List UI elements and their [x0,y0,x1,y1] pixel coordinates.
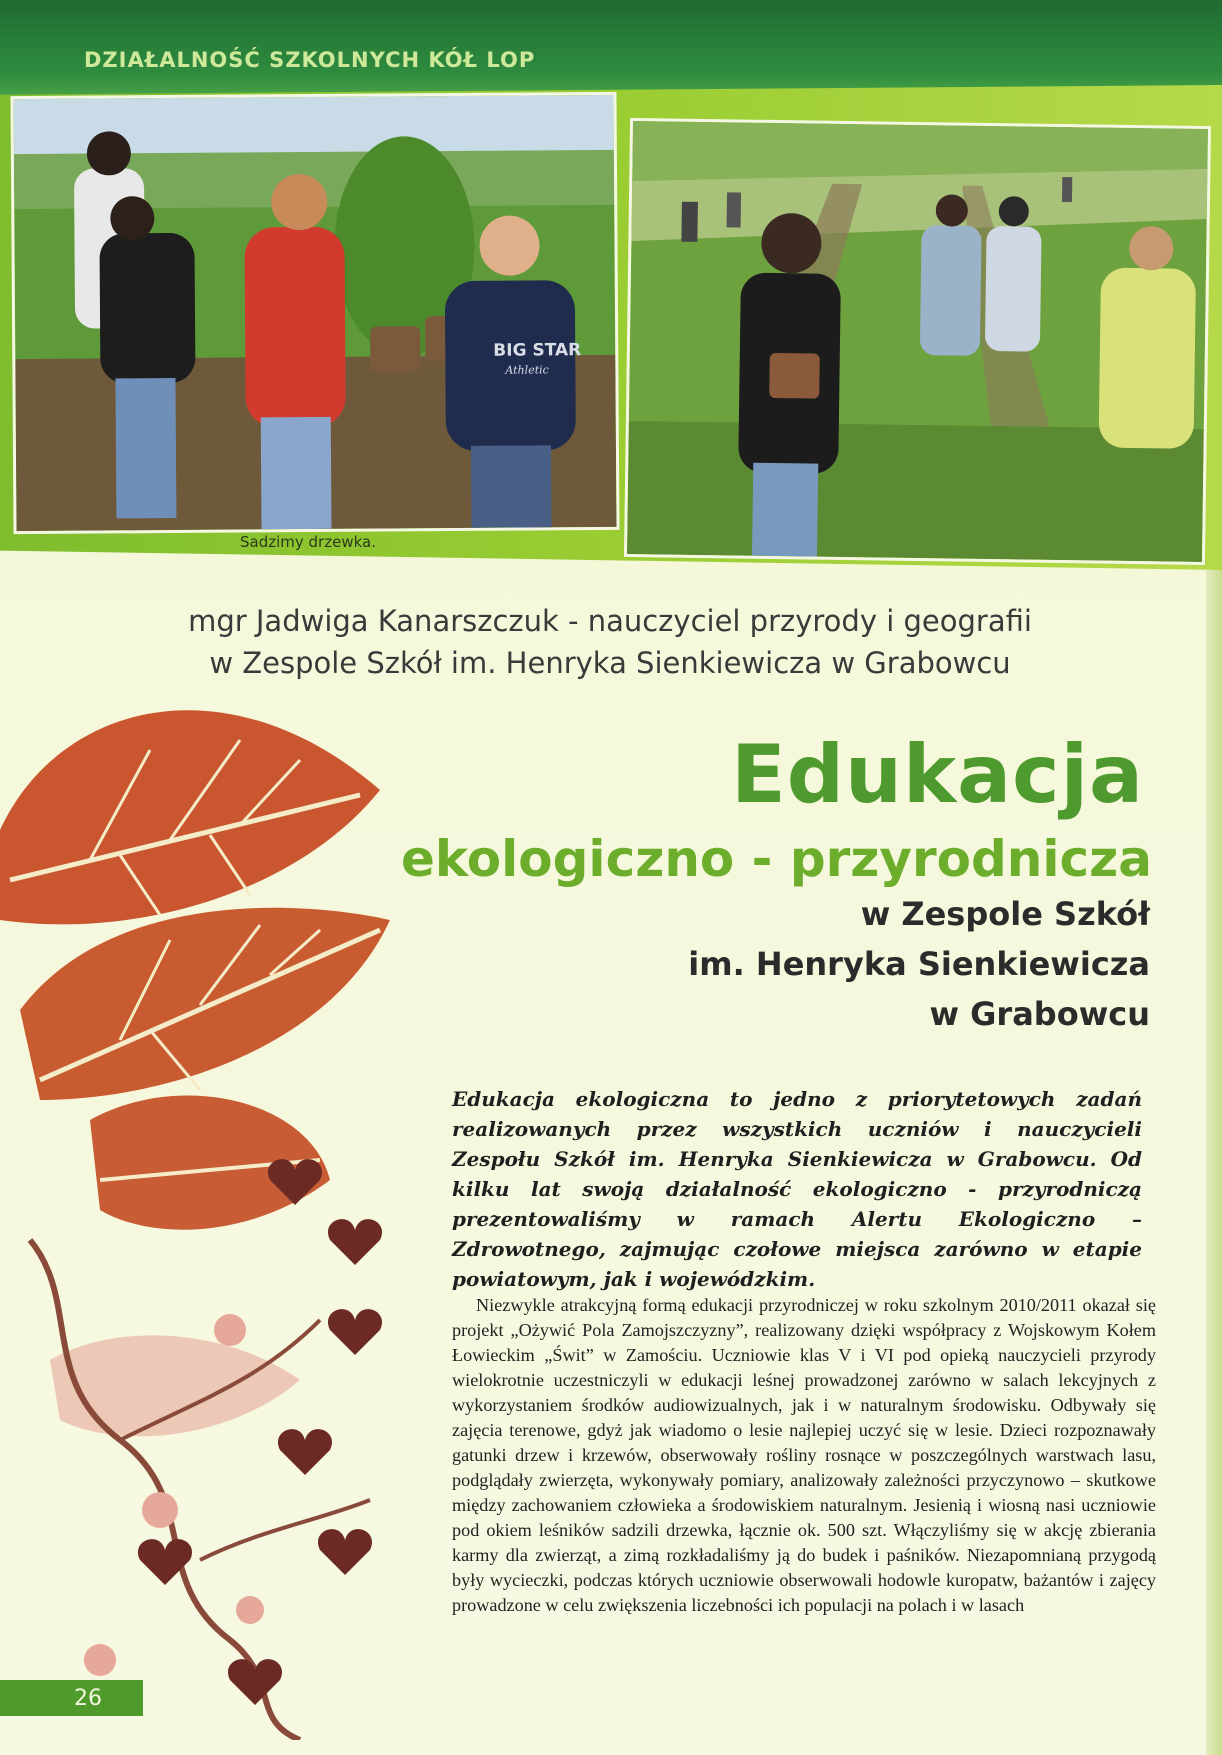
leaf-vine-decoration [0,680,420,1740]
author-line-2: w Zespole Szkół im. Henryka Sienkiewicza w Grabowcu [209,646,1011,680]
photo-students-with-saplings [10,92,619,534]
title-location-2: im. Henryka Sienkiewicza [688,945,1150,983]
page-number-box [0,1680,143,1716]
title-location-3: w Grabowcu [929,995,1150,1033]
shirt-text: BIG STAR [493,340,582,361]
faded-leaf-icon [50,1335,300,1436]
author-line-1: mgr Jadwiga Kanarszczuk - nauczyciel przyrody i geografii [188,604,1032,638]
body-paragraph: Niezwykle atrakcyjną formą edukacji przyrodniczej w roku szkolnym 2010/2011 okazał się projekt „Ożywić Pola Zamojszczyzny”, realizowany dzięki współpracy z Wojskowym Kołem Łowieckim „Świt” w Zamościu. Uczniowie klas V i VI pod opieką nauczycieli przyrody wielokrotnie uczestniczyli w edukacji leśnej prowadzonej zarówno w salach lekcyjnych z wykorzystaniem środków audiowizualnych, jak i w naturalnym środowisku. Odbywały się zajęcia terenowe, gdyż jak wiadomo o lesie najlepiej uczyć się w lesie. Dzieci rozpoznawały gatunki drzew i krzewów, obserwowały rośliny rosnące w poszczególnych warstwach lasu, podglądały zwierzęta, wykonywały pomiary, analizowały zależności przyczynowo – skutkowe między zachowaniem człowieka a środowiskiem naturalnym. Jesienią i wiosną nasi uczniowie pod okiem leśników sadzili drzewka, łącznie ok. 500 szt. Włączyliśmy się w akcję zbierania karmy dla zwierząt, a zimą rozkładaliśmy ją do budek i paśników. Niezapomnianą przygodą były wycieczki, podczas których uczniowie obserwowali hodowle kuropatw, bażantów i zajęcy prowadzone w celu zwiększenia liczebności ich populacji na polach i w lasach [452,1295,1156,1615]
section-header: DZIAŁALNOŚĆ SZKOLNYCH KÓŁ LOP [84,48,536,72]
orange-leaf-icon [20,908,390,1100]
orange-leaf-icon [0,710,380,924]
lead-paragraph: Edukacja ekologiczna to jedno z priorytetowych zadań realizowanych przez wszystkich uczniów i nauczycieli Zespołu Szkół im. Henryka Sienkiewicza w Grabowcu. Od kilku lat swoją działalność ekologiczno - przyrodniczą prezentowaliśmy w ramach Alertu Ekologiczno – Zdrowotnego, zajmując czołowe miejsca zarówno w etapie powiatowym, jak i wojewódzkim. [452,1087,1142,1291]
shirt-text-small: Athletic [505,363,549,377]
author-info [130,600,1090,684]
photo-caption: Sadzimy drzewka. [240,533,376,551]
article-subtitle: ekologiczno - przyrodnicza [400,830,1152,888]
orange-leaf-icon [90,1096,330,1230]
page-number: 26 [74,1686,102,1711]
title-location-1: w Zespole Szkół [860,895,1150,933]
photo-planting-field [624,118,1211,565]
article-title: Edukacja [731,728,1144,821]
